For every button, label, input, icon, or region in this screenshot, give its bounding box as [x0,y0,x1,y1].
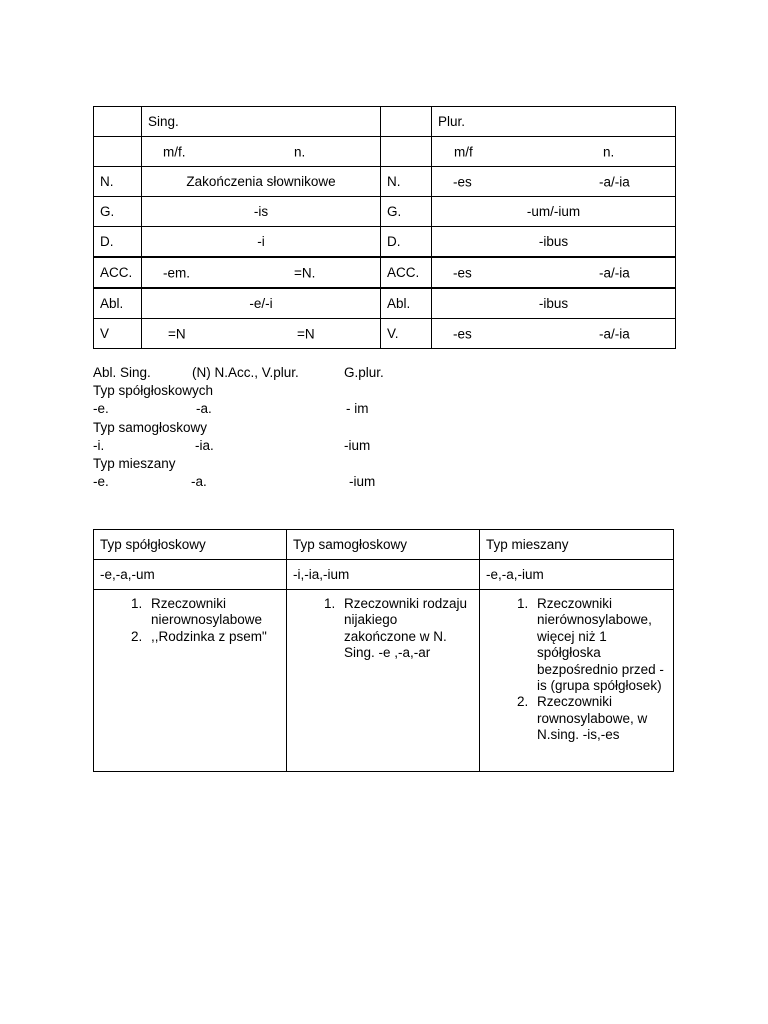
sing-ending: -i [142,227,381,258]
type-description-list [100,596,280,645]
list-item: 1. Rzeczowniki nierównosylabowe, więcej niż 1 spółgłoska bezpośrednio przed -is (grupa spółgłosek) [532,596,667,694]
type-endings: -e,-a,-ium [480,560,674,590]
summary-header-gplur: G.plur. [344,365,384,380]
endings-summary [93,364,493,491]
summary-header-abl: Abl. Sing. [93,365,151,380]
decl-row-nominative [94,167,676,197]
sing-ending-cell [142,257,381,288]
sing-gender-cell [142,137,381,167]
gender-sing-n: n. [294,144,306,159]
declension-table [93,106,676,349]
group-title: Typ mieszany [93,455,176,471]
declension-types-table [93,529,674,772]
plur-ending-n: -a/-ia [599,174,630,189]
decl-row-dative [94,227,676,258]
decl-corner-cell-plur [381,107,432,137]
type-header: Typ samogłoskowy [287,530,480,560]
decl-header-row [94,107,676,137]
plur-ending-cell [432,257,676,288]
plur-ending-cell [432,167,676,197]
plur-ending-mf: -es [453,174,472,189]
gender-sing-mf: m/f. [163,144,186,159]
plur-ending-n: -a/-ia [599,326,630,341]
list-item: 2. ,,Rodzinka z psem" [146,629,280,645]
group-endings: -e. -a. -ium [93,474,376,490]
case-label: G. [94,197,142,227]
type-description-list [486,596,667,744]
summary-header-nacc: (N) N.Acc., V.plur. [192,365,299,380]
decl-row-vocative [94,319,676,349]
group-title: Typ spółgłoskowych [93,383,214,399]
plur-ending-cell [432,319,676,349]
decl-gender-row [94,137,676,167]
decl-row-ablative [94,288,676,319]
type-endings: -e,-a,-um [94,560,287,590]
list-item: 1. Rzeczowniki nierownosylabowe [146,596,280,629]
type-description-cell [287,590,480,772]
list-item: 2. Rzeczowniki rownosylabowe, w N.sing. -is,-es [532,694,667,743]
plur-ending-mf: -es [453,265,472,280]
type-header: Typ mieszany [480,530,674,560]
sing-ending: -e/-i [142,288,381,319]
plur-ending: -um/-ium [432,197,676,227]
group-endings: -e. -a. - im [93,401,369,417]
gender-plur-mf: m/f [454,144,473,159]
sing-ending-mf: -em. [163,265,190,280]
case-label: D. [381,227,432,258]
plur-ending-n: -a/-ia [599,265,630,280]
sing-ending-n: =N. [294,265,316,280]
summary-header-line [93,364,493,382]
type-description-cell [480,590,674,772]
decl-corner-cell [94,107,142,137]
case-label: G. [381,197,432,227]
group-endings: -i. -ia. -ium [93,437,371,453]
case-label: ACC. [94,257,142,288]
types-description-row [94,590,674,772]
decl-row-genitive [94,197,676,227]
sing-ending-mf: =N [168,326,186,341]
sing-ending-n: =N [297,326,315,341]
types-header-row [94,530,674,560]
plur-ending: -ibus [432,227,676,258]
list-item: 1. Rzeczowniki rodzaju nijakiego zakończone w N. Sing. -e ,-a,-ar [339,596,473,662]
type-endings: -i,-ia,-ium [287,560,480,590]
plur-ending: -ibus [432,288,676,319]
case-label: D. [94,227,142,258]
type-description-list [293,596,473,662]
type-header: Typ spółgłoskowy [94,530,287,560]
case-label: Abl. [94,288,142,319]
case-label: ACC. [381,257,432,288]
types-endings-row [94,560,674,590]
decl-row-accusative [94,257,676,288]
plur-ending-mf: -es [453,326,472,341]
sing-header: Sing. [142,107,381,137]
case-label: N. [381,167,432,197]
type-description-cell [94,590,287,772]
sing-ending: Zakończenia słownikowe [142,167,381,197]
case-label: N. [94,167,142,197]
sing-ending-cell [142,319,381,349]
case-label: Abl. [381,288,432,319]
plur-header: Plur. [432,107,676,137]
case-label: V. [381,319,432,349]
plur-gender-cell [432,137,676,167]
sing-ending: -is [142,197,381,227]
gender-plur-n: n. [603,144,615,159]
case-label: V [94,319,142,349]
group-title: Typ samogłoskowy [93,419,208,435]
